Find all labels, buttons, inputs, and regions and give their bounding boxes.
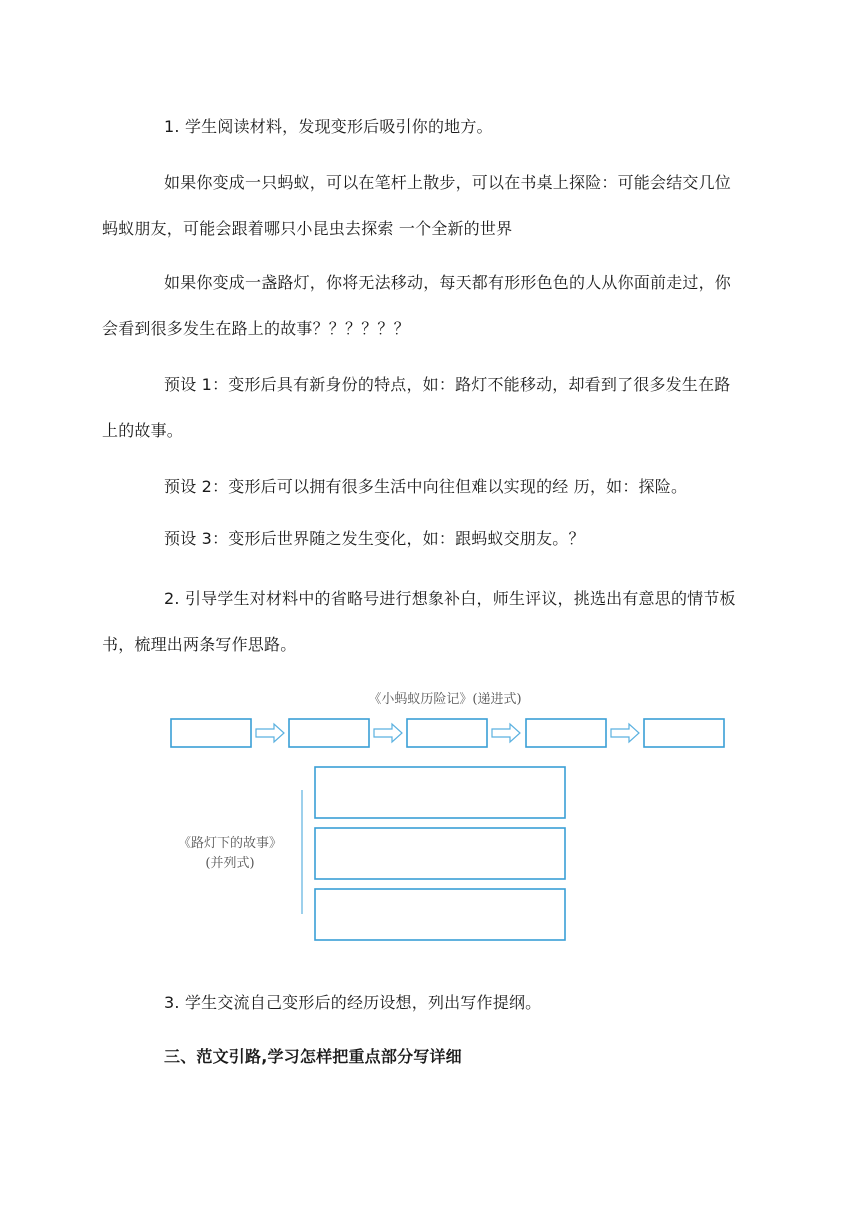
flow-box-4 [526, 719, 606, 747]
paragraph-step-1: 1. 学生阅读材料，发现变形后吸引你的地方。 [164, 117, 493, 136]
progressive-title: 《小蚂蚁历险记》(递进式) [368, 692, 522, 707]
paragraph-streetlamp-example: 如果你变成一盏路灯，你将无法移动，每天都有形形色色的人从你面前走过，你会看到很多发生在路上的故事？？？？？？ [102, 273, 732, 338]
paragraph-ant-example: 如果你变成一只蚂蚁，可以在笔杆上散步，可以在书桌上探险：可能会结交几位蚂蚁朋友，可能会跟着哪只小昆虫去探索 一个全新的世界 [102, 173, 732, 238]
paragraph-preset-1: 预设 1：变形后具有新身份的特点，如：路灯不能移动，却看到了很多发生在路上的故事。 [102, 375, 731, 440]
arrow-icon [374, 724, 402, 742]
flow-box-3 [407, 719, 487, 747]
arrow-icon [611, 724, 639, 742]
flow-box-1 [171, 719, 251, 747]
parallel-subtitle: (并列式) [205, 856, 255, 871]
parallel-box-1 [315, 767, 565, 818]
paragraph-preset-2: 预设 2：变形后可以拥有很多生活中向往但难以实现的经 历，如：探险。 [164, 477, 688, 496]
paragraph-step-2: 2. 引导学生对材料中的省略号进行想象补白，师生评议，挑选出有意思的情节板书，梳理出两条写作思路。 [102, 589, 736, 654]
section-heading: 三、范文引路,学习怎样把重点部分写详细 [164, 1047, 462, 1066]
parallel-box-2 [315, 828, 565, 879]
arrow-icon [492, 724, 520, 742]
paragraph-step-3: 3. 学生交流自己变形后的经历设想，列出写作提纲。 [164, 993, 542, 1012]
flow-box-5 [644, 719, 724, 747]
flow-box-2 [289, 719, 369, 747]
parallel-box-3 [315, 889, 565, 940]
arrow-icon [256, 724, 284, 742]
paragraph-preset-3: 预设 3：变形后世界随之发生变化，如：跟蚂蚁交朋友。？ [164, 529, 585, 548]
parallel-title: 《路灯下的故事》 [177, 836, 283, 851]
